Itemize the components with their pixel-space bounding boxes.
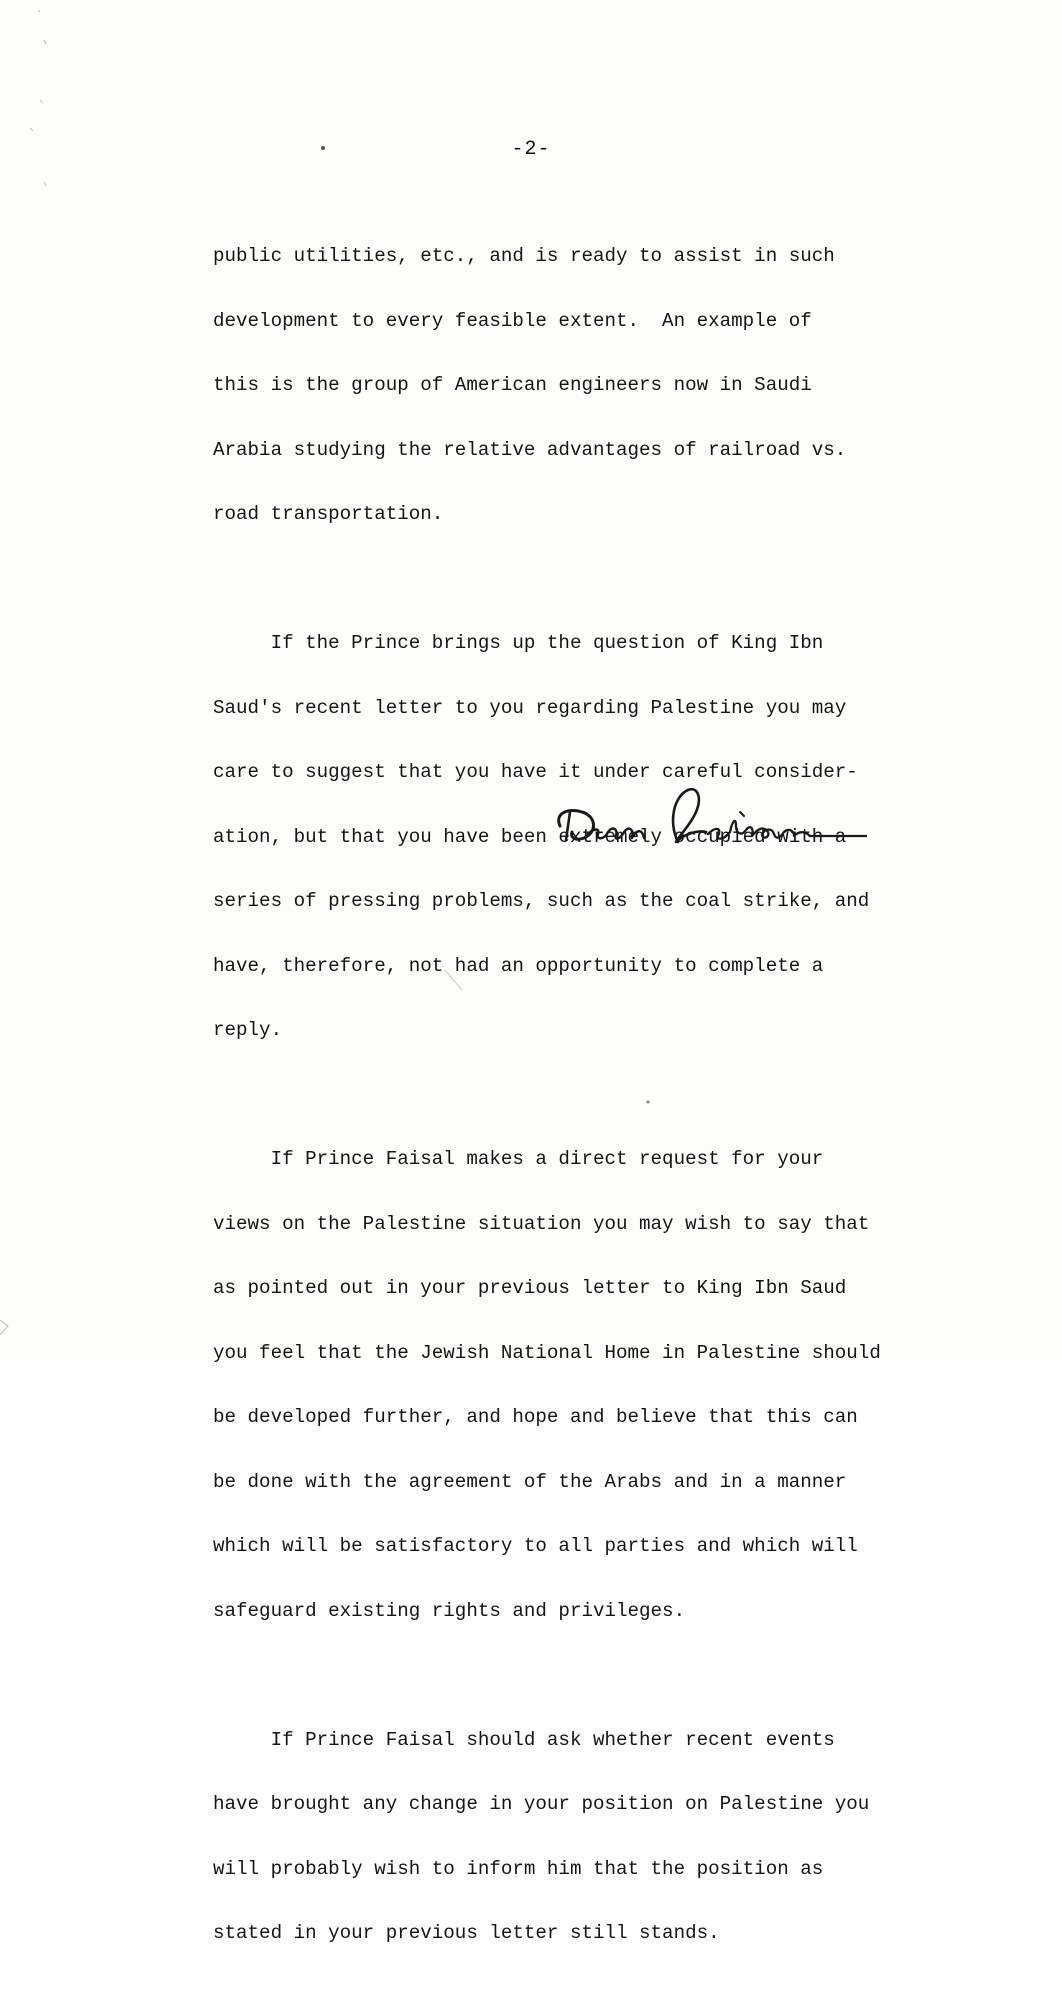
text-line: this is the group of American engineers now in Saudi [213,374,812,396]
text-line: stated in your previous letter still stands. [213,1922,720,1944]
text-line: as pointed out in your previous letter to King Ibn Saud [213,1277,847,1299]
text-line: road transportation. [213,503,444,525]
text-line: If the Prince brings up the question of King Ibn [213,632,824,654]
text-line: care to suggest that you have it under careful consider- [213,761,858,783]
text-line: be developed further, and hope and believe that this can [213,1406,858,1428]
text-line: reply. [213,1019,283,1041]
text-line: will probably wish to inform him that the position as [213,1857,824,1880]
text-line: which will be satisfactory to all parties and which will [213,1535,858,1557]
text-line: If Prince Faisal should ask whether recent events [213,1728,835,1751]
text-line: be done with the agreement of the Arabs and in a manner [213,1470,847,1493]
text-line: ation, but that you have been extremely occupied with a [213,825,847,848]
text-line: Arabia studying the relative advantages of railroad vs. [213,438,847,461]
text-line: views on the Palestine situation you may wish to say that [213,1212,870,1235]
text-line: series of pressing problems, such as the coal strike, and [213,890,870,912]
text-line: If Prince Faisal makes a direct request for your [213,1148,824,1170]
paragraph-4 [213,1687,973,1988]
text-line: have, therefore, not had an opportunity to complete a [213,954,824,977]
text-line: public utilities, etc., and is ready to assist in such [213,245,835,267]
text-line: you feel that the Jewish National Home in Palestine should [213,1341,881,1364]
text-line: have brought any change in your position on Palestine you [213,1793,870,1815]
text-line: development to every feasible extent. An example of [213,309,812,332]
text-line: Saud's recent letter to you regarding Palestine you may [213,696,847,719]
text-line: safeguard existing rights and privileges. [213,1599,686,1622]
page-number: -2- [511,138,551,161]
